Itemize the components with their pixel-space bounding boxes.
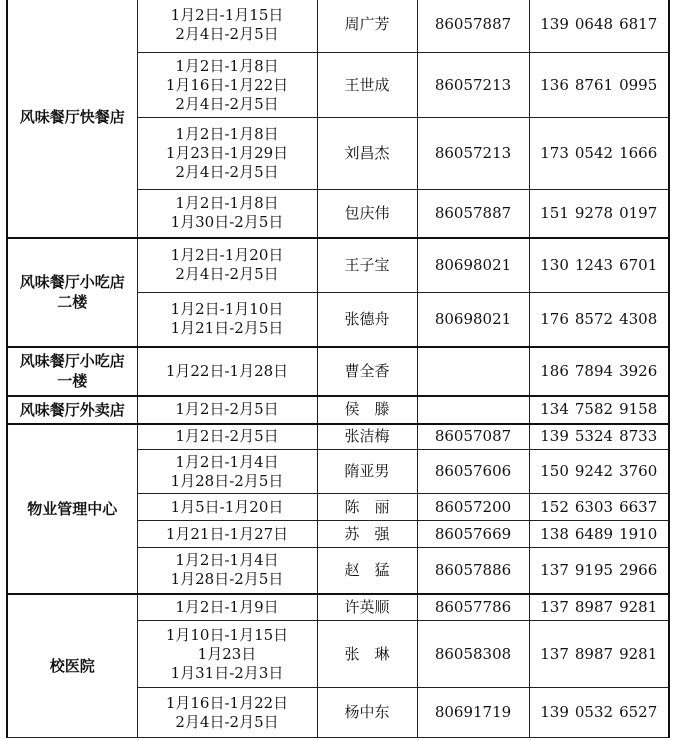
staff-name-cell: 张德舟 (317, 293, 417, 347)
mobile-phone-part: 7582 (574, 400, 614, 418)
office-phone-cell: 86057786 (417, 594, 529, 621)
office-phone-cell: 86057087 (417, 424, 529, 450)
mobile-phone-part: 6489 (574, 524, 614, 543)
duty-date-line: 1月28日-2月5日 (170, 471, 284, 490)
duty-date-line: 1月2日-1月8日 (175, 56, 279, 75)
mobile-phone-part: 9278 (574, 203, 614, 222)
mobile-phone-part: 9242 (574, 462, 614, 480)
staff-name-cell: 王世成 (317, 53, 417, 118)
mobile-phone-cell (529, 521, 669, 548)
duty-dates-cell (137, 118, 317, 190)
office-phone-cell: 86057887 (417, 0, 529, 53)
duty-date-line: 1月5日-1月20日 (170, 497, 284, 516)
office-phone-cell: 80691719 (417, 688, 529, 738)
mobile-phone-part: 4308 (619, 309, 658, 328)
mobile-phone-part: 130 (540, 255, 569, 274)
duty-dates-cell (137, 494, 317, 521)
staff-name-cell: 张洁梅 (317, 424, 417, 450)
mobile-phone-part: 8733 (619, 427, 658, 446)
duty-date-line: 1月2日-1月4日 (175, 551, 279, 570)
duty-date-line: 1月2日-1月10日 (170, 300, 284, 319)
mobile-phone-cell (529, 450, 669, 494)
table-row (7, 347, 669, 396)
duty-date-line: 2月4日-2月5日 (175, 24, 279, 43)
staff-name-cell: 包庆伟 (317, 190, 417, 238)
staff-name-cell: 苏 强 (317, 521, 417, 548)
duty-date-line: 2月4日-2月5日 (175, 265, 279, 284)
duty-date-line: 1月21日-1月27日 (165, 524, 289, 543)
duty-date-line: 2月4日-2月5日 (175, 163, 279, 181)
mobile-phone-part: 0995 (619, 75, 658, 94)
mobile-phone-part: 6527 (619, 703, 658, 721)
office-phone-cell: 86057213 (417, 118, 529, 190)
mobile-phone-part: 3760 (619, 462, 658, 480)
mobile-phone-cell (529, 238, 669, 293)
mobile-phone-cell (529, 621, 669, 688)
unit-cell (7, 238, 137, 347)
mobile-phone-part: 139 (540, 703, 569, 721)
duty-date-line: 1月21日-2月5日 (170, 319, 284, 338)
mobile-phone-cell (529, 347, 669, 396)
mobile-phone-part: 173 (540, 144, 569, 162)
unit-cell (7, 396, 137, 424)
staff-name-cell: 陈 丽 (317, 494, 417, 521)
unit-label-line: 一楼 (57, 372, 88, 390)
table-row (7, 396, 669, 424)
mobile-phone-part: 0197 (619, 203, 658, 222)
staff-name-cell: 许英顺 (317, 594, 417, 621)
mobile-phone-part: 6637 (619, 497, 658, 516)
staff-name-cell: 侯 滕 (317, 396, 417, 424)
duty-date-line: 1月2日-1月8日 (175, 125, 279, 143)
unit-label-line: 风味餐厅小吃店 (19, 273, 125, 291)
mobile-phone-part: 186 (540, 361, 569, 380)
mobile-phone-part: 139 (540, 427, 569, 446)
duty-date-line: 1月2日-1月15日 (170, 5, 284, 24)
staff-name-cell: 周广芳 (317, 0, 417, 53)
duty-date-line: 1月31日-2月3日 (170, 663, 284, 682)
mobile-phone-cell (529, 396, 669, 424)
duty-dates-cell (137, 621, 317, 688)
duty-date-line: 1月22日-1月28日 (165, 361, 289, 380)
staff-name-cell: 曹全香 (317, 347, 417, 396)
mobile-phone-part: 137 (540, 597, 569, 616)
staff-name-cell: 刘昌杰 (317, 118, 417, 190)
unit-label-line: 风味餐厅快餐店 (19, 107, 125, 126)
staff-name-cell: 王子宝 (317, 238, 417, 293)
table-row (7, 594, 669, 621)
table-row (7, 424, 669, 450)
duty-date-line: 2月4日-2月5日 (175, 94, 279, 113)
duty-date-line: 2月4日-2月5日 (175, 712, 279, 731)
mobile-phone-part: 9281 (619, 597, 658, 616)
office-phone-cell: 86057606 (417, 450, 529, 494)
mobile-phone-part: 0648 (574, 15, 614, 33)
mobile-phone-part: 1666 (619, 144, 658, 162)
table-row (7, 238, 669, 293)
mobile-phone-cell (529, 0, 669, 53)
mobile-phone-part: 137 (540, 560, 569, 579)
office-phone-cell: 80698021 (417, 293, 529, 347)
unit-cell (7, 347, 137, 396)
mobile-phone-part: 8761 (574, 75, 614, 94)
roster-body (7, 0, 669, 738)
office-phone-cell: 86057213 (417, 53, 529, 118)
mobile-phone-part: 5324 (574, 427, 614, 446)
mobile-phone-part: 1910 (619, 524, 658, 543)
unit-label-line: 风味餐厅小吃店 (19, 352, 125, 370)
mobile-phone-cell (529, 118, 669, 190)
office-phone-cell (417, 347, 529, 396)
mobile-phone-cell (529, 424, 669, 450)
duty-dates-cell (137, 450, 317, 494)
duty-date-line: 1月2日-1月4日 (175, 452, 279, 471)
mobile-phone-part: 6701 (619, 255, 658, 274)
duty-dates-cell (137, 0, 317, 53)
duty-date-line: 1月2日-1月8日 (175, 194, 279, 213)
staff-name-cell: 隋亚男 (317, 450, 417, 494)
duty-date-line: 1月2日-2月5日 (175, 427, 279, 446)
duty-date-line: 1月23日 (197, 644, 257, 663)
office-phone-cell (417, 396, 529, 424)
office-phone-cell: 86058308 (417, 621, 529, 688)
unit-label-line: 物业管理中心 (27, 499, 118, 518)
duty-dates-cell (137, 594, 317, 621)
mobile-phone-cell (529, 53, 669, 118)
duty-dates-cell (137, 396, 317, 424)
duty-date-line: 1月2日-1月9日 (175, 597, 279, 616)
duty-dates-cell (137, 53, 317, 118)
mobile-phone-part: 1243 (574, 255, 614, 274)
duty-dates-cell (137, 293, 317, 347)
duty-date-line: 1月16日-1月22日 (165, 75, 289, 94)
mobile-phone-part: 3926 (619, 361, 658, 380)
duty-dates-cell (137, 548, 317, 594)
duty-date-line: 1月23日-1月29日 (165, 144, 289, 162)
office-phone-cell: 86057200 (417, 494, 529, 521)
mobile-phone-cell (529, 548, 669, 594)
duty-date-line: 1月30日-2月5日 (170, 213, 284, 232)
mobile-phone-part: 152 (540, 497, 569, 516)
mobile-phone-part: 176 (540, 309, 569, 328)
staff-name-cell: 张 琳 (317, 621, 417, 688)
duty-dates-cell (137, 688, 317, 738)
mobile-phone-part: 8572 (574, 309, 614, 328)
table-row (7, 0, 669, 53)
duty-dates-cell (137, 190, 317, 238)
mobile-phone-part: 7894 (574, 361, 614, 380)
mobile-phone-part: 139 (540, 15, 569, 33)
duty-date-line: 1月28日-2月5日 (170, 570, 284, 589)
unit-label-line: 风味餐厅外卖店 (19, 400, 125, 419)
duty-date-line: 1月16日-1月22日 (165, 693, 289, 712)
mobile-phone-part: 0532 (574, 703, 614, 721)
mobile-phone-part: 6303 (574, 497, 614, 516)
office-phone-cell: 86057886 (417, 548, 529, 594)
duty-date-line: 1月2日-2月5日 (175, 400, 279, 418)
unit-cell (7, 424, 137, 594)
unit-label-line: 二楼 (57, 293, 88, 311)
office-phone-cell: 80698021 (417, 238, 529, 293)
mobile-phone-part: 151 (540, 203, 569, 222)
mobile-phone-part: 136 (540, 75, 569, 94)
office-phone-cell: 86057669 (417, 521, 529, 548)
unit-cell (7, 0, 137, 238)
unit-label-line: 校医院 (49, 656, 95, 675)
duty-dates-cell (137, 347, 317, 396)
staff-name-cell: 杨中东 (317, 688, 417, 738)
duty-dates-cell (137, 424, 317, 450)
mobile-phone-part: 137 (540, 644, 569, 663)
mobile-phone-part: 2966 (619, 560, 658, 579)
mobile-phone-part: 150 (540, 462, 569, 480)
mobile-phone-part: 6817 (619, 15, 658, 33)
mobile-phone-part: 138 (540, 524, 569, 543)
mobile-phone-part: 0542 (574, 144, 614, 162)
mobile-phone-part: 8987 (574, 644, 614, 663)
mobile-phone-part: 134 (540, 400, 569, 418)
mobile-phone-part: 9281 (619, 644, 658, 663)
unit-cell (7, 594, 137, 738)
mobile-phone-part: 9158 (619, 400, 658, 418)
duty-dates-cell (137, 238, 317, 293)
duty-roster-table (6, 0, 670, 738)
mobile-phone-cell (529, 190, 669, 238)
mobile-phone-cell (529, 688, 669, 738)
duty-date-line: 1月2日-1月20日 (170, 246, 284, 265)
mobile-phone-cell (529, 594, 669, 621)
mobile-phone-part: 9195 (574, 560, 614, 579)
duty-dates-cell (137, 521, 317, 548)
mobile-phone-cell (529, 293, 669, 347)
mobile-phone-cell (529, 494, 669, 521)
duty-date-line: 1月10日-1月15日 (165, 625, 289, 644)
staff-name-cell: 赵 猛 (317, 548, 417, 594)
office-phone-cell: 86057887 (417, 190, 529, 238)
mobile-phone-part: 8987 (574, 597, 614, 616)
